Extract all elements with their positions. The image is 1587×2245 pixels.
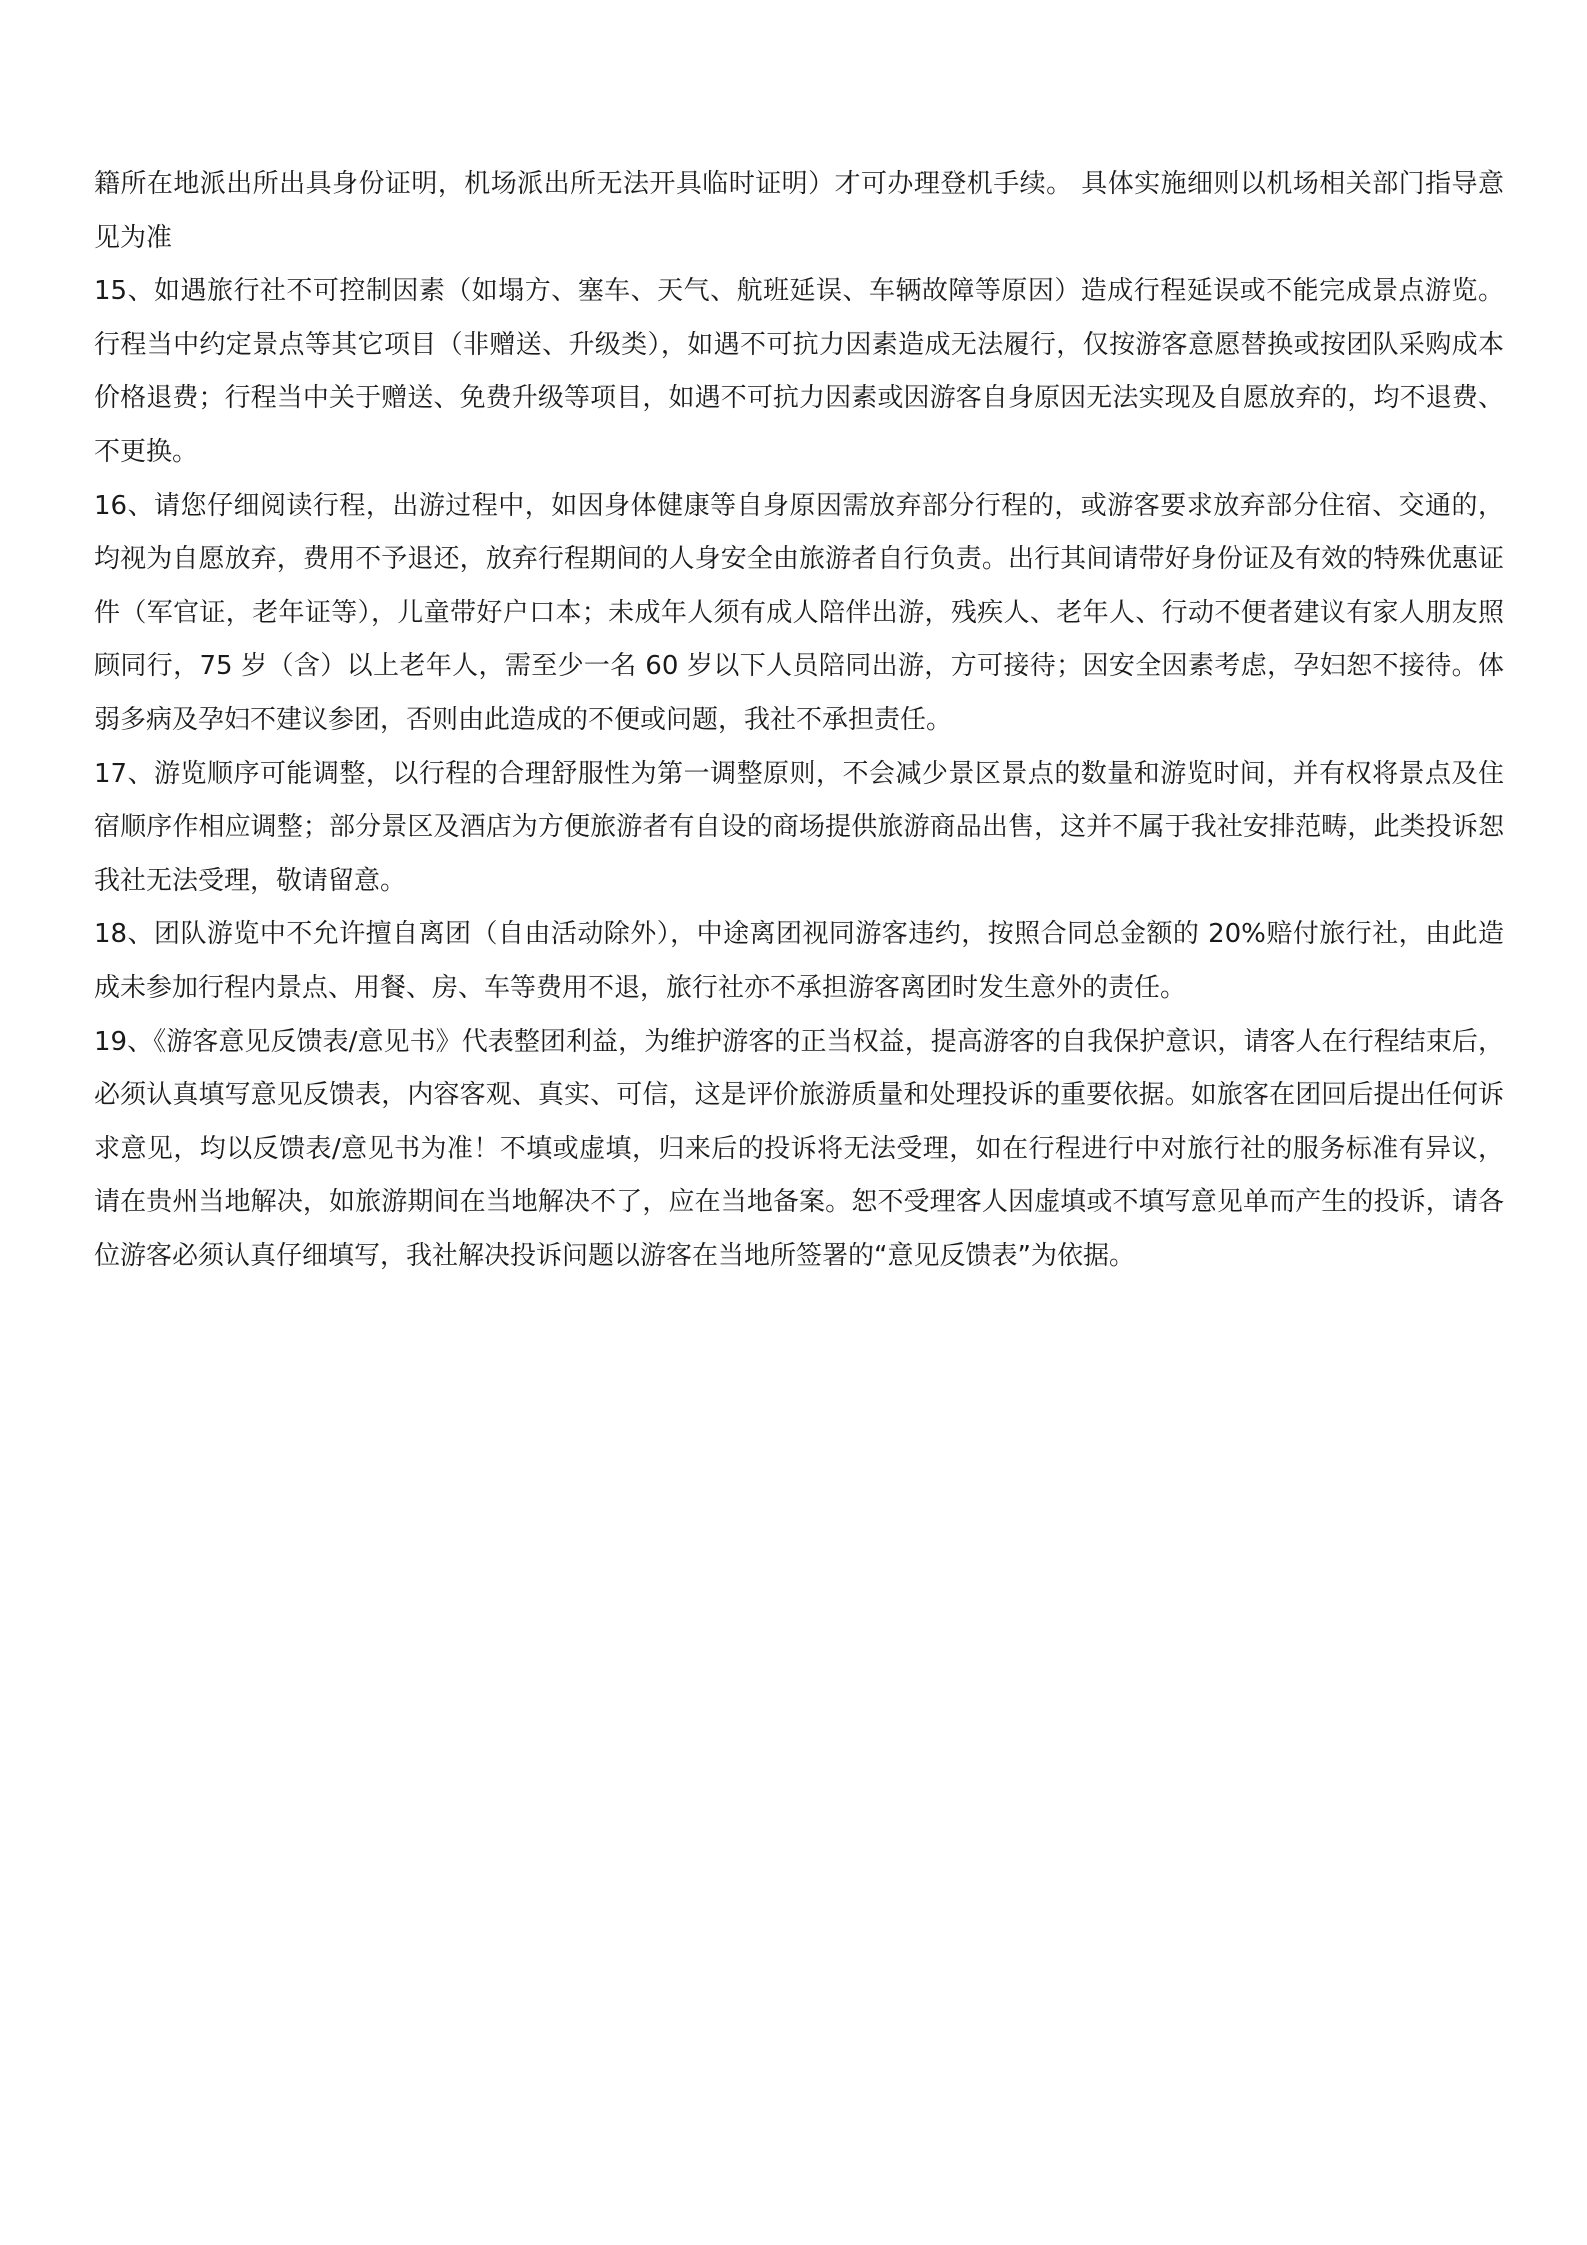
paragraph-item-16: 16、请您仔细阅读行程，出游过程中，如因身体健康等自身原因需放弃部分行程的，或游客要求放弃部分住宿、交通的，均视为自愿放弃，费用不予退还，放弃行程期间的人身安全由旅游者自行负责。出行其间请带好身份证及有效的特殊优惠证件（军官证，老年证等），儿童带好户口本；未成年人须有成人陪伴出游，残疾人、老年人、行动不便者建议有家人朋友照顾同行，75 岁（含）以上老年人，需至少一名 60 岁以下人员陪同出游，方可接待；因安全因素考虑，孕妇恕不接待。体弱多病及孕妇不建议参团，否则由此造成的不便或问题，我社不承担责任。	[94, 490, 1504, 735]
paragraph-item-19: 19、《游客意见反馈表/意见书》代表整团利益，为维护游客的正当权益，提高游客的自我保护意识，请客人在行程结束后，必须认真填写意见反馈表，内容客观、真实、可信，这是评价旅游质量和处理投诉的重要依据。如旅客在团回后提出任何诉求意见，均以反馈表/意见书为准！不填或虚填，归来后的投诉将无法受理，如在行程进行中对旅行社的服务标准有异议，请在贵州当地解决，如旅游期间在当地解决不了，应在当地备案。恕不受理客人因虚填或不填写意见单而产生的投诉，请各位游客必须认真仔细填写，我社解决投诉问题以游客在当地所签署的“意见反馈表”为依据。	[94, 1026, 1504, 1271]
paragraph-item-15: 15、如遇旅行社不可控制因素（如塌方、塞车、天气、航班延误、车辆故障等原因）造成行程延误或不能完成景点游览。行程当中约定景点等其它项目（非赠送、升级类），如遇不可抗力因素造成无法履行，仅按游客意愿替换或按团队采购成本价格退费；行程当中关于赠送、免费升级等项目，如遇不可抗力因素或因游客自身原因无法实现及自愿放弃的，均不退费、不更换。	[94, 276, 1504, 467]
paragraph-continuation: 籍所在地派出所出具身份证明，机场派出所无法开具临时证明）才可办理登机手续。 具体实施细则以机场相关部门指导意见为准	[94, 169, 1504, 253]
paragraph-item-18: 18、团队游览中不允许擅自离团（自由活动除外），中途离团视同游客违约，按照合同总金额的 20%赔付旅行社，由此造成未参加行程内景点、用餐、房、车等费用不退，旅行社亦不承担游客离团时发生意外的责任。	[94, 919, 1504, 1003]
document-body	[94, 158, 1504, 1283]
paragraph-item-17: 17、游览顺序可能调整，以行程的合理舒服性为第一调整原则，不会减少景区景点的数量和游览时间，并有权将景点及住宿顺序作相应调整；部分景区及酒店为方便旅游者有自设的商场提供旅游商品出售，这并不属于我社安排范畴，此类投诉恕我社无法受理，敬请留意。	[94, 758, 1504, 896]
